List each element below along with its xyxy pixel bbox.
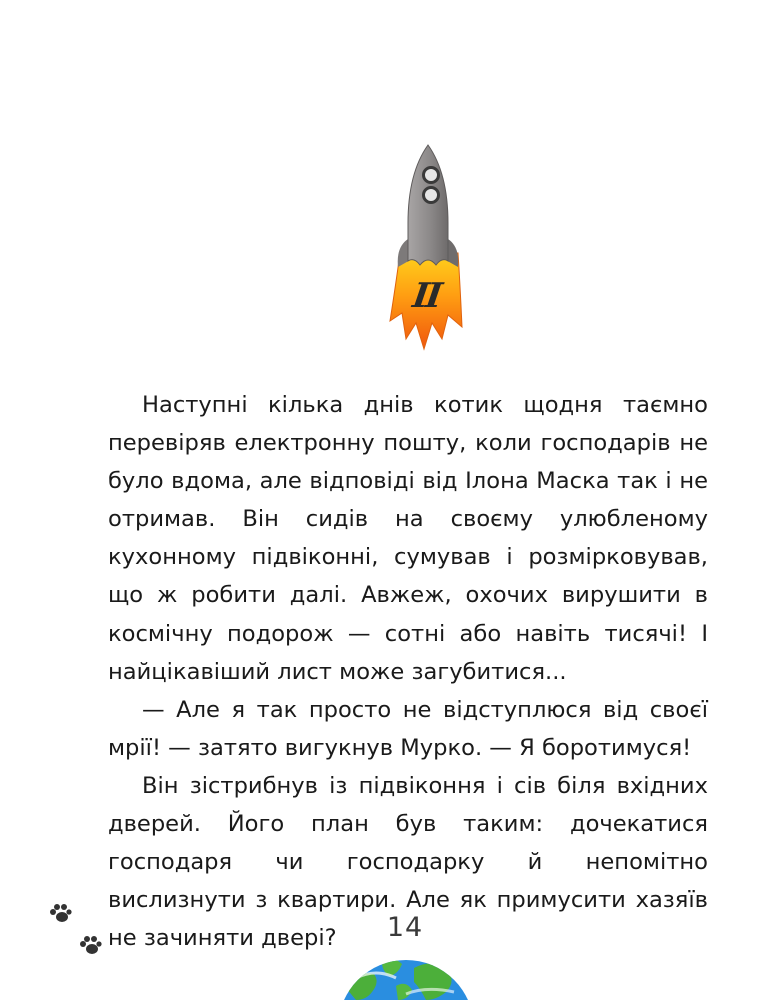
page-body-text [108, 386, 708, 957]
paragraph: Наступні кілька днів котик щодня таємно перевіряв електронну пошту, коли господарів не було вдома, але відповіді від Ілона Маска так і не отримав. Він сидів на своєму улюбленому кухонному підвіконні, сумував і розмірковував, що ж робити далі. Авжеж, охочих вирушити в космічну подорож — сотні або навіть тисячі! І найцікавіший лист може загубитися... [108, 392, 708, 685]
paw-print-icon [48, 903, 72, 925]
chapter-number: II [410, 276, 442, 316]
paw-print-icon [78, 935, 102, 957]
rocket-icon [386, 143, 470, 351]
page-number: 14 [386, 912, 424, 943]
paragraph: Він зістрибнув із підвіконня і сів біля вхідних дверей. Його план був таким: дочекатися господаря чи господарку й непомітно вислизнути з квартири. Але як примусити хазяїв не зачиняти двері? [108, 772, 708, 952]
earth-globe-icon [336, 948, 476, 1000]
paragraph: — Але я так просто не відступлюся від своєї мрії! — затято вигукнув Мурко. — Я боротимуся! [108, 696, 708, 761]
